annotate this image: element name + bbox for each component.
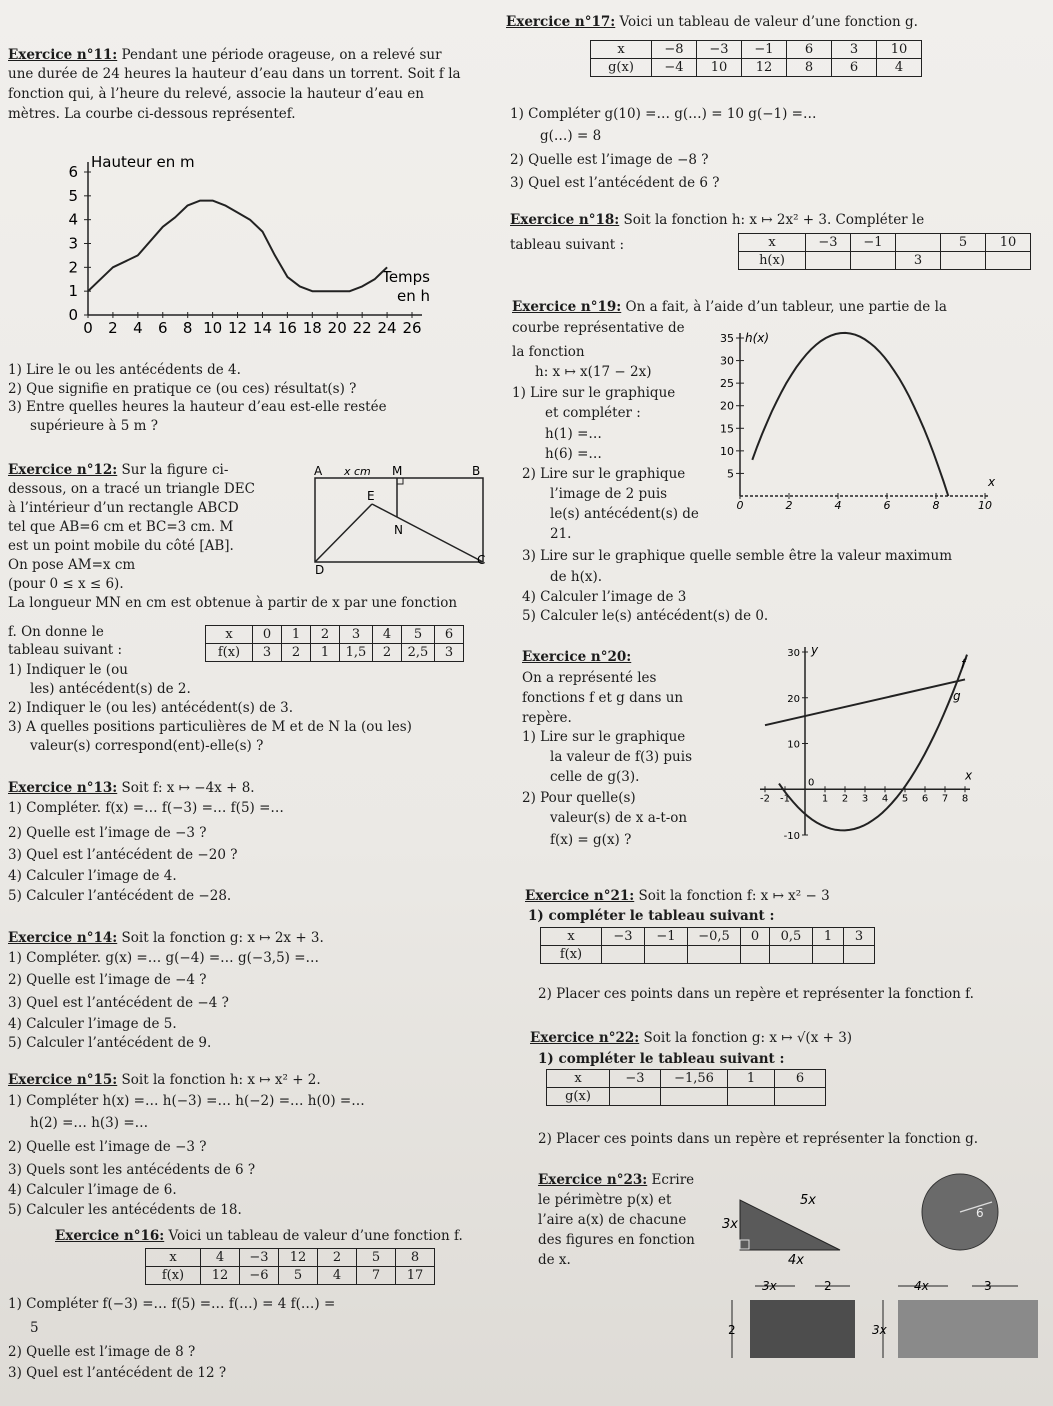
ex20-f-g-chart <box>745 640 980 845</box>
x-tick-label: 2 <box>108 319 118 337</box>
ex23-line5: de x. <box>538 1252 571 1268</box>
table-cell <box>844 946 875 964</box>
ex12-line5: est un point mobile du côté [AB]. <box>8 538 234 554</box>
x-tick-label: 20 <box>327 319 347 337</box>
ex11-line2: une durée de 24 heures la hauteur d’eau dans un torrent. Soit f la <box>8 66 461 82</box>
ex11-q1: 1) Lire le ou les antécédents de 4. <box>8 362 241 378</box>
ex12-line8: La longueur MN en cm est obtenue à partir de x par une fonction <box>8 595 458 611</box>
table-cell: 12 <box>742 59 787 77</box>
ex11-q3: 3) Entre quelles heures la hauteur d’eau est-elle restée <box>8 399 387 415</box>
table-cell: −3 <box>240 1249 279 1267</box>
ex19-q3: 3) Lire sur le graphique quelle semble être la valeur maximum <box>522 548 953 564</box>
ex15-q1b: h(2) =… h(3) =… <box>30 1115 149 1131</box>
ex18-def: Soit la fonction h: x ↦ 2x² + 3. Compléter le <box>623 212 925 228</box>
ex13-q4: 4) Calculer l’image de 4. <box>8 868 177 884</box>
table-cell: −4 <box>652 59 697 77</box>
table-cell: 2,5 <box>402 644 435 662</box>
ex20-q1b: la valeur de f(3) puis <box>550 749 692 765</box>
g-label: g <box>953 689 961 704</box>
rect2-h-label: 3x <box>872 1323 887 1337</box>
ex12-rectangle-figure <box>300 460 500 580</box>
table-cell: 3 <box>844 928 875 946</box>
ex15-q3: 3) Quels sont les antécédents de 6 ? <box>8 1162 256 1178</box>
ex17-title: Exercice n°17: <box>506 14 616 30</box>
triangle-shape <box>740 1200 840 1250</box>
ex22-value-table <box>546 1069 826 1106</box>
ex21-def: Soit la fonction f: x ↦ x² − 3 <box>638 888 830 904</box>
y-tick-label: 1 <box>68 282 78 301</box>
table-cell: −3 <box>610 1070 661 1088</box>
x-tick-label: 2 <box>785 499 793 512</box>
ex15-q1: 1) Compléter h(x) =… h(−3) =… h(−2) =… h(0) =… <box>8 1093 365 1109</box>
x-tick-label: -1 <box>780 793 790 805</box>
ex12-title: Exercice n°12: <box>8 462 118 478</box>
table-cell: 4 <box>373 626 402 644</box>
ex12-line3: à l’intérieur d’un rectangle ABCD <box>8 500 239 516</box>
ex20-title <box>522 649 631 666</box>
x-tick-label: 16 <box>277 319 297 337</box>
table-cell: 4 <box>318 1267 357 1285</box>
y-tick-label: 3 <box>68 234 78 253</box>
table-cell: 5 <box>279 1267 318 1285</box>
table-cell: 3 <box>896 252 941 270</box>
ex22-q2: 2) Placer ces points dans un repère et représenter la fonction g. <box>538 1131 979 1147</box>
y-axis-label: y <box>811 643 819 657</box>
ex19-q1b: et compléter : <box>545 405 641 421</box>
table-cell: −8 <box>652 41 697 59</box>
ex11-line4: mètres. La courbe ci-dessous représentef. <box>8 106 296 122</box>
table-cell: 12 <box>201 1267 240 1285</box>
y-tick-label: 10 <box>720 444 734 458</box>
ex17-def-line <box>506 14 918 31</box>
table-cell: 6 <box>832 59 877 77</box>
table-cell <box>770 946 813 964</box>
ex13-def-line <box>8 780 255 797</box>
rect1-a-label: 3x <box>762 1279 777 1293</box>
ex17-q2: 2) Quelle est l’image de −8 ? <box>510 152 709 168</box>
table-cell: 1 <box>813 928 844 946</box>
table-cell <box>941 252 986 270</box>
ex19-def-line <box>512 299 947 316</box>
ex19-q2d: 21. <box>550 526 572 542</box>
ex20-q2c: f(x) = g(x) ? <box>550 832 632 848</box>
ex13-q5: 5) Calculer l’antécédent de −28. <box>8 888 232 904</box>
ex20-title-text: Exercice n°20: <box>522 649 632 665</box>
table-cell <box>661 1088 728 1106</box>
rect1-b-label: 2 <box>824 1279 832 1293</box>
y-tick-label: 25 <box>720 377 734 391</box>
x-tick-label: 14 <box>252 319 273 337</box>
ex13-def: Soit f: x ↦ −4x + 8. <box>121 780 255 796</box>
table-cell <box>741 946 770 964</box>
ex19-q1c: h(1) =… <box>545 426 602 442</box>
ex20-q2: 2) Pour quelle(s) <box>522 790 636 806</box>
triangle-base-label: 4x <box>788 1253 804 1268</box>
x-axis-label: x <box>988 475 996 489</box>
y-tick-label: 5 <box>68 186 78 205</box>
x-tick-label: 6 <box>157 319 168 337</box>
origin-label: 0 <box>808 777 815 789</box>
table-cell <box>986 252 1031 270</box>
table-cell: 4 <box>877 59 922 77</box>
x-tick-label: 10 <box>978 499 992 512</box>
ex21-q1: 1) compléter le tableau suivant : <box>528 908 775 924</box>
table-header: g(x) <box>547 1088 610 1106</box>
ex15-title: Exercice n°15: <box>8 1072 118 1088</box>
ex13-q1: 1) Compléter. f(x) =… f(−3) =… f(5) =… <box>8 800 284 816</box>
table-header: x <box>146 1249 201 1267</box>
x-tick-label: 2 <box>841 793 849 805</box>
x-tick-label: 10 <box>203 319 223 337</box>
ex12-q2: 2) Indiquer le (ou les) antécédent(s) de 3. <box>8 700 293 716</box>
table-header: f(x) <box>146 1267 201 1285</box>
table-cell: −0,5 <box>688 928 741 946</box>
ex19-q2c: le(s) antécédent(s) de <box>550 506 699 522</box>
x-tick-label: 26 <box>402 319 422 337</box>
table-cell: 5 <box>941 234 986 252</box>
y-axis-label: Hauteur en m <box>91 153 195 171</box>
ex12-q3: 3) A quelles positions particulières de M et de N la (ou les) <box>8 719 412 735</box>
ex13-q3: 3) Quel est l’antécédent de −20 ? <box>8 847 238 863</box>
ex19-q2b: l’image de 2 puis <box>550 486 668 502</box>
ex20-q2b: valeur(s) de x a-t-on <box>550 810 688 826</box>
ex18-def-line <box>510 212 924 229</box>
ex14-title: Exercice n°14: <box>8 930 118 946</box>
ex17-value-table <box>590 40 922 77</box>
ex17-q1b: g(…) = 8 <box>540 128 602 144</box>
y-axis-label: h(x) <box>745 331 770 345</box>
ex16-title: Exercice n°16: <box>55 1228 165 1244</box>
x-tick-label: 6 <box>921 793 929 805</box>
label-M: M <box>392 464 403 478</box>
table-cell: 3 <box>435 644 464 662</box>
ex12-line4: tel que AB=6 cm et BC=3 cm. M <box>8 519 234 535</box>
table-header: x <box>591 41 652 59</box>
h-curve <box>752 333 948 496</box>
table-cell: 1 <box>311 644 340 662</box>
ex23-def: Ecrire <box>651 1172 695 1188</box>
ex17-q3: 3) Quel est l’antécédent de 6 ? <box>510 175 720 191</box>
table-cell: −1 <box>851 234 896 252</box>
ex21-value-table <box>540 927 875 964</box>
ex11-q2: 2) Que signifie en pratique ce (ou ces) résultat(s) ? <box>8 381 357 397</box>
ex12-line2: dessous, on a tracé un triangle DEC <box>8 481 255 497</box>
table-cell: 0 <box>253 626 282 644</box>
ex23-line4: des figures en fonction <box>538 1232 695 1248</box>
ex16-q3: 3) Quel est l’antécédent de 12 ? <box>8 1365 227 1381</box>
ex21-q2: 2) Placer ces points dans un repère et représenter la fonction f. <box>538 986 974 1002</box>
ex23-figures <box>700 1180 1050 1395</box>
table-cell <box>896 234 941 252</box>
ex19-q4: 4) Calculer l’image de 3 <box>522 589 687 605</box>
ex11-text1: Pendant une période orageuse, on a relevé sur <box>121 47 442 63</box>
table-cell: 10 <box>697 59 742 77</box>
ex19-q5: 5) Calculer le(s) antécédent(s) de 0. <box>522 608 769 624</box>
ex14-q4: 4) Calculer l’image de 5. <box>8 1016 177 1032</box>
label-N: N <box>394 523 403 537</box>
ex14-def-line <box>8 930 324 947</box>
ex23-line3: l’aire a(x) de chacune <box>538 1212 687 1228</box>
ex18-value-table <box>738 233 1031 270</box>
y-tick-label: 20 <box>720 399 734 413</box>
ex20-q1c: celle de g(3). <box>550 769 640 785</box>
ex22-q1: 1) compléter le tableau suivant : <box>538 1051 785 1067</box>
table-header: f(x) <box>206 644 253 662</box>
x-tick-label: 4 <box>881 793 889 805</box>
table-cell: 10 <box>986 234 1031 252</box>
ex16-q1: 1) Compléter f(−3) =… f(5) =… f(…) = 4 f(…) = <box>8 1296 336 1312</box>
label-B: B <box>472 464 481 478</box>
ex21-def-line <box>525 888 830 905</box>
y-tick-label: 4 <box>68 210 78 229</box>
x-tick-label: 8 <box>932 499 940 512</box>
table-cell: 6 <box>435 626 464 644</box>
table-cell: −1,56 <box>661 1070 728 1088</box>
x-axis-label-unit: en h <box>396 287 430 305</box>
x-tick-label: 18 <box>302 319 322 337</box>
table-cell: 5 <box>357 1249 396 1267</box>
table-cell <box>645 946 688 964</box>
table-cell <box>728 1088 775 1106</box>
y-tick-label: 5 <box>727 467 734 481</box>
x-axis-label: x <box>965 768 973 783</box>
table-cell <box>813 946 844 964</box>
ex15-q5: 5) Calculer les antécédents de 18. <box>8 1202 242 1218</box>
label-D: D <box>315 563 325 577</box>
ex14-q2: 2) Quelle est l’image de −4 ? <box>8 972 207 988</box>
ex18-line2: tableau suivant : <box>510 237 625 253</box>
table-cell <box>610 1088 661 1106</box>
table-cell: 2 <box>373 644 402 662</box>
ex20-line2: fonctions f et g dans un <box>522 690 684 706</box>
ex22-title: Exercice n°22: <box>530 1030 640 1046</box>
rect2-b-label: 3 <box>984 1279 992 1293</box>
ex19-q1: 1) Lire sur le graphique <box>512 385 676 401</box>
label-A: A <box>314 464 323 478</box>
ex19-line3: la fonction <box>512 344 585 360</box>
y-tick-label: 30 <box>787 648 800 659</box>
x-tick-label: 6 <box>883 499 891 512</box>
ex12-text1: Sur la figure ci- <box>121 462 229 478</box>
x-tick-label: 4 <box>834 499 842 512</box>
segment-EC <box>372 504 483 562</box>
f-curve <box>779 655 967 831</box>
ex19-q1d: h(6) =… <box>545 446 602 462</box>
table-cell: 6 <box>775 1070 826 1088</box>
table-cell: −6 <box>240 1267 279 1285</box>
water-height-curve <box>88 201 387 292</box>
ex12-line9: f. On donne le <box>8 624 104 640</box>
ex16-value-table <box>145 1248 435 1285</box>
table-cell <box>602 946 645 964</box>
table-cell: 12 <box>279 1249 318 1267</box>
table-cell: −3 <box>806 234 851 252</box>
ex14-q3: 3) Quel est l’antécédent de −4 ? <box>8 995 229 1011</box>
y-tick-label: 0 <box>68 306 78 324</box>
ex12-q3b: valeur(s) correspond(ent)-elle(s) ? <box>30 738 264 754</box>
table-cell: 0 <box>741 928 770 946</box>
table-cell <box>851 252 896 270</box>
ex11-line3: fonction qui, à l’heure du relevé, associe la hauteur d’eau en <box>8 86 424 102</box>
table-cell: 17 <box>396 1267 435 1285</box>
table-cell: 8 <box>396 1249 435 1267</box>
ex19-line2: courbe représentative de <box>512 320 685 336</box>
table-cell: −3 <box>697 41 742 59</box>
x-tick-label: 0 <box>736 499 744 512</box>
ex12-value-table <box>205 625 464 662</box>
ex14-q5: 5) Calculer l’antécédent de 9. <box>8 1035 212 1051</box>
ex15-def: Soit la fonction h: x ↦ x² + 2. <box>121 1072 321 1088</box>
ex20-q1: 1) Lire sur le graphique <box>522 729 686 745</box>
ex12-q1: 1) Indiquer le (ou <box>8 662 128 678</box>
f-label: f <box>961 657 966 672</box>
triangle-hyp-label: 5x <box>800 1193 816 1208</box>
table-cell: 1 <box>728 1070 775 1088</box>
label-C: C <box>477 553 486 567</box>
y-tick-label: 15 <box>720 422 734 436</box>
ex12-line7: (pour 0 ≤ x ≤ 6). <box>8 576 124 592</box>
y-tick-label: -10 <box>783 831 800 842</box>
ex23-line2: le périmètre p(x) et <box>538 1192 672 1208</box>
y-tick-label: 6 <box>68 163 78 181</box>
table-cell: −3 <box>602 928 645 946</box>
ex15-q2: 2) Quelle est l’image de −3 ? <box>8 1139 207 1155</box>
x-axis-label: Temps <box>382 268 430 286</box>
triangle-height-label: 3x <box>722 1217 738 1232</box>
table-cell: 8 <box>787 59 832 77</box>
ex20-line1: On a représenté les <box>522 670 657 686</box>
table-cell: −1 <box>645 928 688 946</box>
table-cell: 6 <box>787 41 832 59</box>
table-cell: 1,5 <box>340 644 373 662</box>
ex12-line10: tableau suivant : <box>8 642 123 658</box>
circle-radius-label: 6 <box>976 1206 984 1220</box>
x-tick-label: 0 <box>83 319 93 337</box>
y-tick-label: 30 <box>720 354 734 368</box>
ex19-def: On a fait, à l’aide d’un tableur, une partie de la <box>625 299 947 315</box>
label-E: E <box>367 489 375 503</box>
ex12-line6: On pose AM=x cm <box>8 557 136 573</box>
ex15-def-line <box>8 1072 321 1089</box>
ex16-q2: 2) Quelle est l’image de 8 ? <box>8 1344 196 1360</box>
x-tick-label: -2 <box>760 793 770 805</box>
table-cell: 2 <box>318 1249 357 1267</box>
ex14-def: Soit la fonction g: x ↦ 2x + 3. <box>121 930 324 946</box>
table-cell: 0,5 <box>770 928 813 946</box>
ex17-q1: 1) Compléter g(10) =… g(…) = 10 g(−1) =… <box>510 106 817 122</box>
table-cell <box>775 1088 826 1106</box>
table-header: x <box>541 928 602 946</box>
table-header: h(x) <box>739 252 806 270</box>
x-tick-label: 8 <box>182 319 193 337</box>
rect1-shape <box>750 1300 855 1358</box>
ex11-water-height-chart <box>0 140 450 350</box>
ex11-line1 <box>8 47 442 64</box>
ex22-def: Soit la fonction g: x ↦ √(x + 3) <box>643 1030 853 1046</box>
ex15-q4: 4) Calculer l’image de 6. <box>8 1182 177 1198</box>
ex23-def-line <box>538 1172 694 1189</box>
ex21-title: Exercice n°21: <box>525 888 635 904</box>
label-xcm: x cm <box>344 465 371 478</box>
table-cell <box>806 252 851 270</box>
x-tick-label: 5 <box>901 793 909 805</box>
rect2-shape <box>898 1300 1038 1358</box>
table-cell: 4 <box>201 1249 240 1267</box>
y-tick-label: 2 <box>68 258 78 277</box>
x-tick-label: 7 <box>941 793 949 805</box>
ex13-title: Exercice n°13: <box>8 780 118 796</box>
y-tick-label: 10 <box>787 739 800 751</box>
ex17-def: Voici un tableau de valeur d’une fonction g. <box>619 14 918 30</box>
table-cell: 3 <box>832 41 877 59</box>
ex20-line3: repère. <box>522 710 572 726</box>
table-cell: 7 <box>357 1267 396 1285</box>
y-tick-label: 20 <box>787 693 800 705</box>
table-header: x <box>206 626 253 644</box>
ex16-q1b: 5 <box>30 1320 39 1336</box>
ex16-def-line <box>55 1228 463 1245</box>
x-tick-label: 3 <box>861 793 869 805</box>
table-cell: 2 <box>311 626 340 644</box>
table-header: x <box>547 1070 610 1088</box>
x-tick-label: 12 <box>227 319 248 337</box>
y-tick-label: 35 <box>720 332 734 345</box>
ex12-line1 <box>8 462 228 479</box>
x-tick-label: 4 <box>133 319 143 337</box>
ex14-q1: 1) Compléter. g(x) =… g(−4) =… g(−3,5) =… <box>8 950 320 966</box>
ex18-title: Exercice n°18: <box>510 212 620 228</box>
table-cell: 3 <box>253 644 282 662</box>
table-cell: 1 <box>282 626 311 644</box>
table-cell: 5 <box>402 626 435 644</box>
ex19-h-curve-chart <box>700 320 1000 520</box>
x-tick-label: 1 <box>821 793 829 805</box>
x-tick-label: 22 <box>352 319 372 337</box>
table-cell: 2 <box>282 644 311 662</box>
ex23-title: Exercice n°23: <box>538 1172 648 1188</box>
x-tick-label: 24 <box>377 319 397 337</box>
ex22-def-line <box>530 1030 852 1047</box>
ex13-q2: 2) Quelle est l’image de −3 ? <box>8 825 207 841</box>
ex16-def: Voici un tableau de valeur d’une fonction f. <box>168 1228 463 1244</box>
ex19-title: Exercice n°19: <box>512 299 622 315</box>
table-cell: 10 <box>877 41 922 59</box>
rect1-h-label: 2 <box>728 1323 736 1337</box>
ex11-title: Exercice n°11: <box>8 47 118 63</box>
ex11-q3b: supérieure à 5 m ? <box>30 418 158 434</box>
ex19-q3b: de h(x). <box>550 569 603 585</box>
ex19-line4: h: x ↦ x(17 − 2x) <box>535 364 652 380</box>
ex19-q2: 2) Lire sur le graphique <box>522 466 686 482</box>
x-tick-label: 8 <box>961 793 969 805</box>
table-cell <box>688 946 741 964</box>
table-cell: −1 <box>742 41 787 59</box>
rect2-a-label: 4x <box>914 1279 929 1293</box>
table-header: f(x) <box>541 946 602 964</box>
table-header: g(x) <box>591 59 652 77</box>
right-angle-mark <box>397 478 403 484</box>
table-cell: 3 <box>340 626 373 644</box>
segment-DE <box>315 504 372 562</box>
table-header: x <box>739 234 806 252</box>
ex12-q1b: les) antécédent(s) de 2. <box>30 681 191 697</box>
